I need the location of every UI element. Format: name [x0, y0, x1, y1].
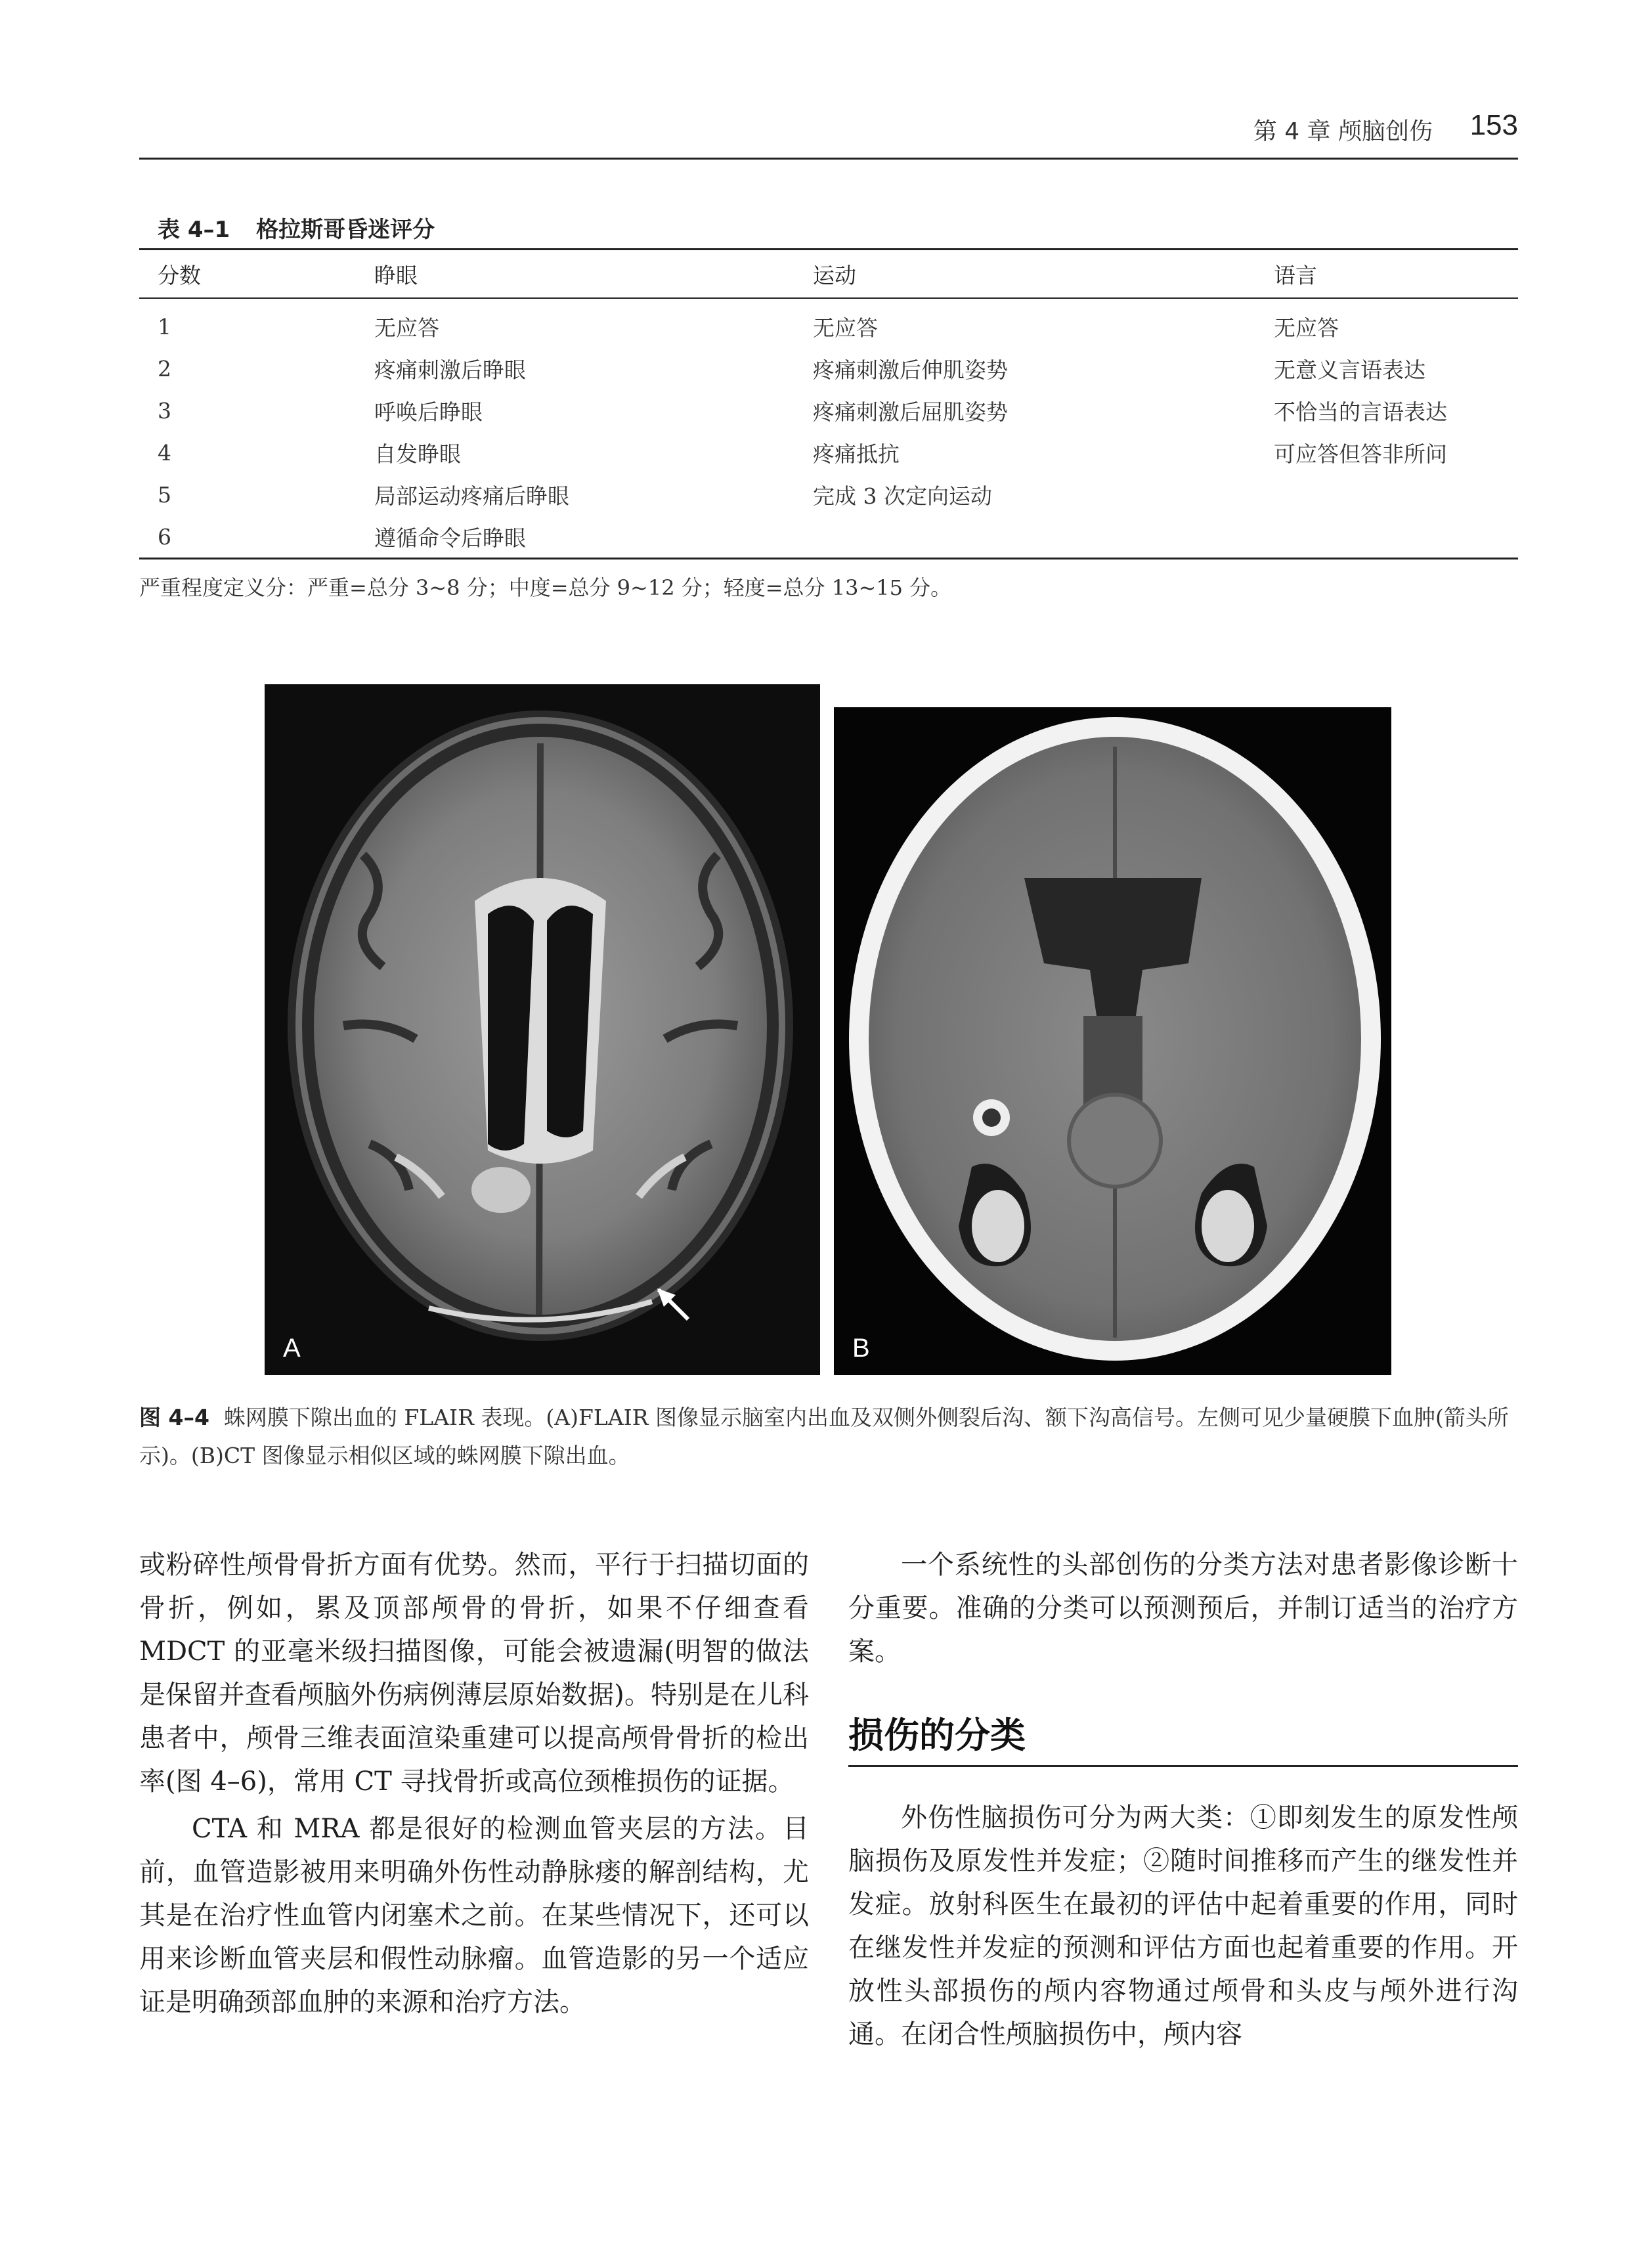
table-cell: 疼痛刺激后伸肌姿势 [813, 357, 1008, 383]
table-cell: 无应答 [374, 315, 439, 341]
table-header-cell: 运动 [794, 250, 1255, 299]
table-row [139, 515, 1518, 559]
table-cell: 2 [158, 355, 171, 382]
figure-number: 图 4–4 [139, 1405, 209, 1430]
table-cell: 3 [158, 397, 171, 424]
table-title [158, 211, 435, 244]
table-cell: 疼痛抵抗 [813, 441, 900, 467]
table-cell: 呼唤后睁眼 [374, 399, 483, 425]
table-cell: 无意义言语表达 [1274, 357, 1425, 383]
figure-panel-a [265, 684, 820, 1375]
table-cell: 局部运动疼痛后睁眼 [374, 483, 569, 509]
left-column [139, 1543, 809, 2024]
panel-a-label: A [283, 1334, 301, 1363]
body-paragraph: CTA 和 MRA 都是很好的检测血管夹层的方法。目前，血管造影被用来明确外伤性动静脉瘘的解剖结构，尤其是在治疗性血管内闭塞术之前。在某些情况下，还可以用来诊断血管夹层和假性动脉瘤。血管造影的另一个适应证是明确颈部血肿的来源和治疗方法。 [139, 1814, 809, 2017]
table-cell: 疼痛刺激后睁眼 [374, 357, 526, 383]
table-cell: 6 [139, 515, 356, 559]
table-header-row [139, 250, 1518, 299]
flair-mri-image [265, 684, 820, 1375]
figure-caption [139, 1399, 1518, 1475]
body-paragraph: 或粉碎性颅骨骨折方面有优势。然而，平行于扫描切面的骨折，例如，累及顶部颅骨的骨折，如果不仔细查看 MDCT 的亚毫米级扫描图像，可能会被遗漏(明智的做法是保留并查看颅脑外伤病例薄层原始数据)。特别是在儿科患者中，颅骨三维表面渲染重建可以提高颅骨骨折的检出率(图 4–6)，常用 CT 寻找骨折或高位颈椎损伤的证据。 [139, 1550, 809, 1797]
figure-panel-b [834, 707, 1391, 1375]
table-header-cell: 分数 [139, 250, 356, 299]
table-cell [1255, 515, 1518, 559]
table-header-cell: 语言 [1255, 250, 1518, 299]
table-cell [1255, 473, 1518, 515]
table-cell: 1 [158, 313, 171, 340]
header-rule [139, 158, 1518, 160]
table-cell: 无应答 [813, 315, 878, 341]
table-cell: 4 [158, 439, 171, 466]
body-paragraph: 一个系统性的头部创伤的分类方法对患者影像诊断十分重要。准确的分类可以预测预后，并制订适当的治疗方案。 [848, 1550, 1518, 1667]
table-cell [794, 515, 1255, 559]
table-cell: 自发睁眼 [374, 441, 461, 467]
table-cell: 疼痛刺激后屈肌姿势 [813, 399, 1008, 425]
page-number: 153 [1469, 109, 1518, 141]
running-header [139, 109, 1518, 158]
right-column [848, 1543, 1518, 2056]
table-header-cell: 睁眼 [356, 250, 794, 299]
table-row [139, 347, 1518, 389]
panel-b-label: B [852, 1334, 870, 1363]
table-number: 表 4–1 [158, 217, 230, 243]
figure-caption-text: 蛛网膜下隙出血的 FLAIR 表现。(A)FLAIR 图像显示脑室内出血及双侧外侧裂后沟、额下沟高信号。左侧可见少量硬膜下血肿(箭头所示)。(B)CT 图像显示相似区域的蛛网膜下隙出血。 [139, 1405, 1509, 1468]
table-row [139, 473, 1518, 515]
ct-image [834, 707, 1391, 1375]
table-row [139, 298, 1518, 347]
chapter-title: 第 4 章 颅脑创伤 [1253, 118, 1433, 145]
table-row [139, 431, 1518, 473]
table-footnote: 严重程度定义分：严重=总分 3~8 分；中度=总分 9~12 分；轻度=总分 13~15 分。 [139, 575, 952, 600]
table-title-text: 格拉斯哥昏迷评分 [256, 217, 435, 243]
table-cell: 无应答 [1274, 315, 1339, 341]
table-cell: 不恰当的言语表达 [1274, 399, 1447, 425]
table-cell: 遵循命令后睁眼 [356, 515, 794, 559]
table-cell: 5 [158, 481, 171, 508]
table-cell: 完成 3 次定向运动 [813, 483, 992, 509]
body-paragraph: 外伤性脑损伤可分为两大类：①即刻发生的原发性颅脑损伤及原发性并发症；②随时间推移而产生的继发性并发症。放射科医生在最初的评估中起着重要的作用，同时在继发性并发症的预测和评估方面也起着重要的作用。开放性头部损伤的颅内容物通过颅骨和头皮与颅外进行沟通。在闭合性颅脑损伤中，颅内容 [848, 1803, 1518, 2049]
section-heading: 损伤的分类 [848, 1713, 1518, 1767]
table-row [139, 389, 1518, 431]
table-cell: 可应答但答非所问 [1274, 441, 1447, 467]
gcs-table [139, 248, 1518, 559]
